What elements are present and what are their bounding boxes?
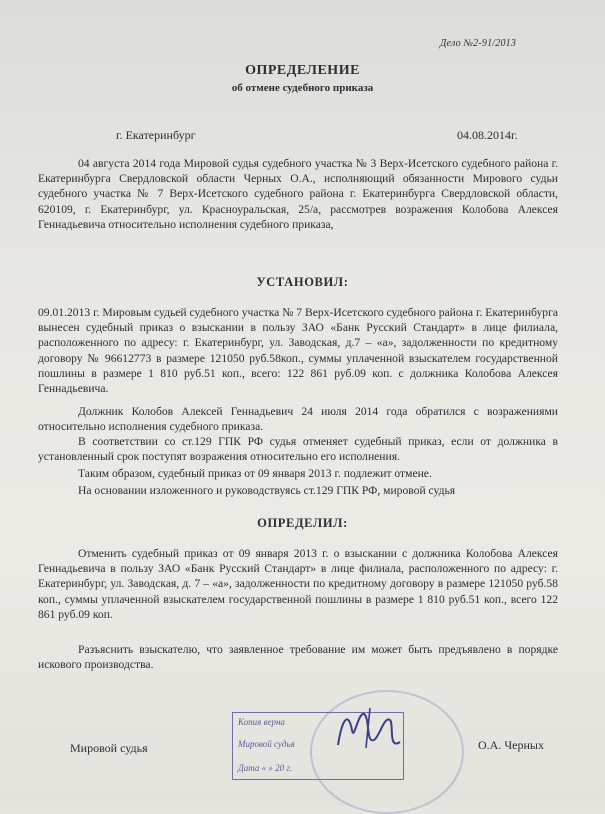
decided-paragraph-1: Отменить судебный приказ от 09 января 2013 г. о взыскании с должника Колобова Алексея Геннадьевича в пользу ЗАО «Банк Русский Стандарт» в лице филиала, расположенного по адресу: г. Екатеринбург, ул. Заводская, д. 7 – «а», задолженности по кредитному договору в размере 121050 руб.58 коп., суммы уплаченной взыскателем государственной пошлины в размере 1 810 руб.51 коп., всего 122 861 руб.09 коп. — [38, 547, 558, 621]
decided-paragraph-2: Разъяснить взыскателю, что заявленное требование им может быть предъявлено в порядке искового производства. — [38, 643, 558, 672]
judge-position: Мировой судья — [70, 741, 148, 755]
decided-heading: ОПРЕДЕЛИЛ: — [257, 516, 348, 530]
signature-icon — [330, 700, 410, 760]
stamp-line-3: Дата « » 20 г. — [238, 763, 292, 773]
city: г. Екатеринбург — [116, 128, 196, 142]
established-heading: УСТАНОВИЛ: — [256, 275, 349, 289]
stamp-line-2: Мировой судья — [238, 739, 295, 749]
established-paragraph-5: На основании изложенного и руководствуясь ст.129 ГПК РФ, мировой судья — [78, 484, 456, 497]
established-paragraph-1: 09.01.2013 г. Мировым судьей судебного участка № 7 Верх-Исетского судебного района г. Екатеринбурга вынесен судебный приказ о взыскании в пользу ЗАО «Банк Русский Стандарт» в лице филиала, расположенного по адресу: г. Екатеринбург, ул. Заводская, д.7 – «а», задолженности по кредитному договору № 96612773 в размере 121050 руб.58коп., суммы уплаченной взыскателем государственной пошлины в размере 1 810 руб.51 коп., всего: 122 861 руб.09 коп. с должника Колобова Алексея Геннадьевича. — [38, 306, 558, 396]
judge-name: О.А. Черных — [478, 738, 544, 752]
document-title: ОПРЕДЕЛЕНИЕ — [245, 63, 360, 78]
document-date: 04.08.2014г. — [457, 128, 518, 142]
stamp-line-1: Копия верна — [238, 717, 285, 727]
document-subtitle: об отмене судебного приказа — [231, 82, 374, 94]
case-number: Дело №2-91/2013 — [440, 38, 517, 49]
established-paragraph-4: Таким образом, судебный приказ от 09 января 2013 г. подлежит отмене. — [78, 467, 432, 480]
established-paragraph-3: В соответствии со ст.129 ГПК РФ судья отменяет судебный приказ, если от должника в установленный срок поступят возражения относительно его исполнения. — [38, 435, 558, 464]
established-paragraph-2: Должник Колобов Алексей Геннадьевич 24 июля 2014 года обратился с возражениями относительно исполнения судебного приказа. — [38, 405, 558, 434]
intro-paragraph: 04 августа 2014 года Мировой судья судебного участка № 3 Верх-Исетского судебного района г. Екатеринбурга Свердловской области Черных О.А., исполняющий обязанности Мирового судьи судебного участка № 7 Верх-Исетского судебного района г. Екатеринбурга Свердловской области, 620109, г. Екатеринбург, ул. Красноуральская, 25/а, рассмотрев возражения Колобова Алексея Геннадьевича относительно исполнения судебного приказа, — [38, 157, 558, 231]
